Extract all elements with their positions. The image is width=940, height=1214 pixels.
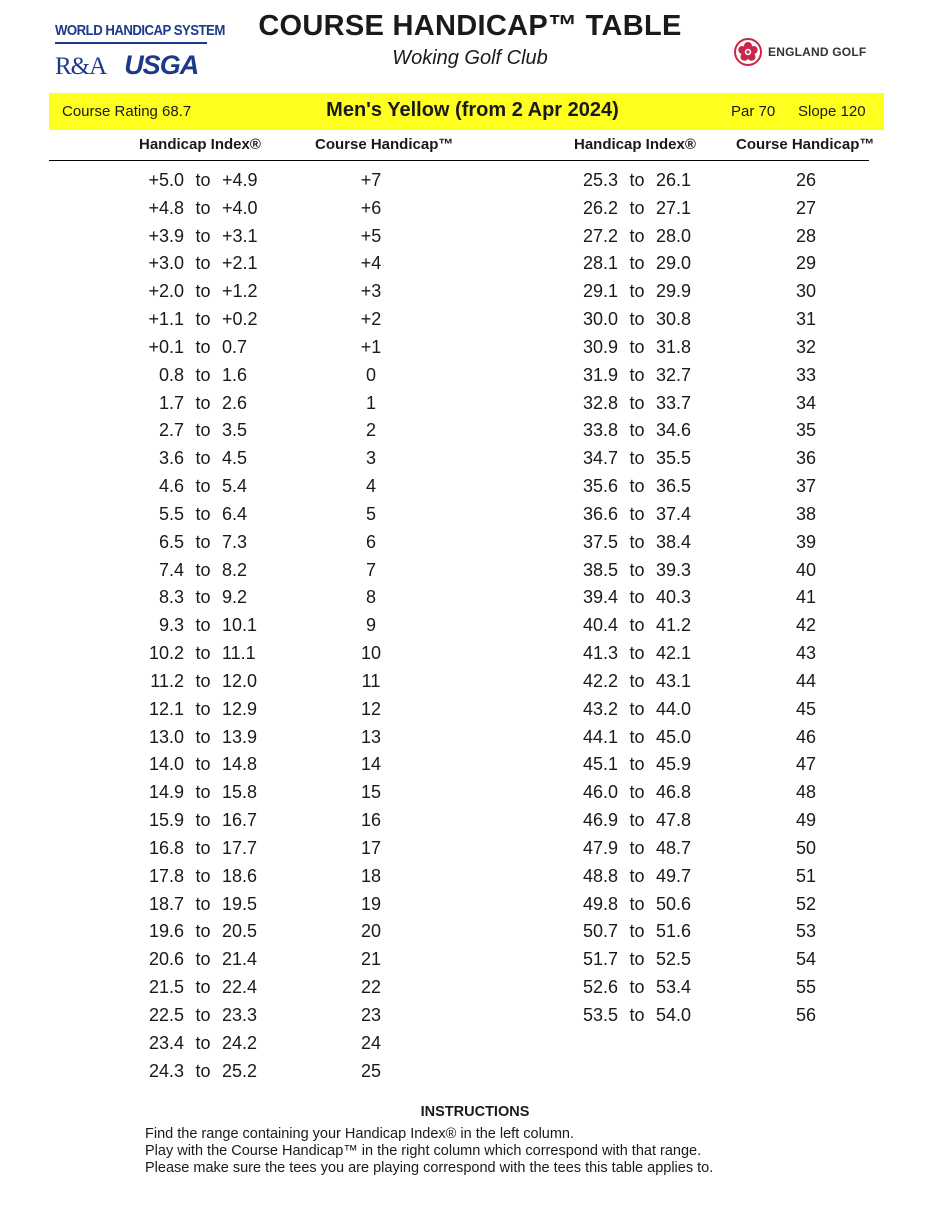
index-from: 3.6 (158, 448, 184, 469)
range-to-word: to (629, 197, 645, 218)
index-to: +0.2 (222, 309, 258, 330)
course-handicap-value: +5 (360, 225, 382, 246)
range-to-word: to (629, 754, 645, 775)
range-to-word: to (629, 698, 645, 719)
course-handicap-value: 35 (795, 420, 817, 441)
range-to-word: to (195, 281, 211, 302)
header-course-handicap-right: Course Handicap™ (736, 136, 875, 153)
index-to: 3.5 (222, 420, 248, 441)
index-from: 18.7 (148, 893, 184, 914)
index-from: 26.2 (582, 197, 618, 218)
range-to-word: to (629, 253, 645, 274)
course-handicap-value: +6 (360, 197, 382, 218)
index-from: 41.3 (582, 643, 618, 664)
range-to-word: to (629, 726, 645, 747)
range-to-word: to (629, 615, 645, 636)
index-to: 32.7 (656, 364, 692, 385)
index-from: 9.3 (158, 615, 184, 636)
index-to: +4.0 (222, 197, 258, 218)
course-handicap-value: 32 (795, 336, 817, 357)
index-from: +5.0 (148, 170, 184, 190)
index-to: 7.3 (222, 531, 248, 552)
range-to-word: to (195, 754, 211, 775)
index-to: 20.5 (222, 921, 258, 942)
range-to-word: to (195, 865, 211, 886)
england-golf-wordmark: ENGLAND GOLF (768, 45, 867, 59)
index-to: 27.1 (656, 197, 692, 218)
index-to: 52.5 (656, 949, 692, 970)
range-to-word: to (629, 336, 645, 357)
range-to-word: to (629, 837, 645, 858)
index-to: 44.0 (656, 698, 692, 719)
range-to-word: to (195, 726, 211, 747)
index-to: 11.1 (222, 643, 256, 664)
index-to: 26.1 (656, 170, 692, 190)
index-from: 35.6 (582, 476, 618, 497)
range-to-word: to (195, 420, 211, 441)
range-to-word: to (629, 670, 645, 691)
range-to-word: to (195, 197, 211, 218)
header-handicap-index-right: Handicap Index® (574, 136, 696, 153)
course-handicap-value: 8 (365, 587, 376, 608)
index-from: 13.0 (148, 726, 184, 747)
range-to-word: to (195, 559, 211, 580)
range-to-word: to (629, 782, 645, 803)
index-from: 2.7 (158, 420, 184, 441)
index-to: 28.0 (656, 225, 692, 246)
index-from: 7.4 (158, 559, 184, 580)
index-to: 14.8 (222, 754, 258, 775)
range-to-word: to (195, 309, 211, 330)
range-to-word: to (195, 643, 211, 664)
range-to-word: to (629, 309, 645, 330)
range-to-word: to (629, 559, 645, 580)
index-from: 46.0 (582, 782, 618, 803)
index-to: 49.7 (656, 865, 692, 886)
usga-logo: USGA (124, 50, 199, 80)
course-handicap-value: 42 (795, 615, 817, 636)
index-from: 29.1 (582, 281, 618, 302)
index-to: 43.1 (656, 670, 692, 691)
index-to: 38.4 (656, 531, 692, 552)
index-to: 18.6 (222, 865, 258, 886)
range-to-word: to (195, 476, 211, 497)
index-from: 25.3 (582, 170, 618, 190)
course-handicap-value: 4 (365, 476, 376, 497)
course-handicap-value: 50 (795, 837, 817, 858)
range-to-word: to (629, 448, 645, 469)
index-to: 37.4 (656, 503, 692, 524)
course-handicap-value: 19 (360, 893, 382, 914)
index-to: 12.9 (222, 698, 258, 719)
course-handicap-value: 30 (795, 281, 817, 302)
course-handicap-value: 38 (795, 503, 817, 524)
course-handicap-value: 55 (795, 977, 817, 998)
index-from: 17.8 (148, 865, 184, 886)
index-from: 49.8 (582, 893, 618, 914)
par-value: Par 70 (731, 103, 776, 120)
header-course-handicap-left: Course Handicap™ (315, 136, 454, 153)
range-to-word: to (629, 949, 645, 970)
index-from: 37.5 (582, 531, 618, 552)
index-from: 0.8 (158, 364, 184, 385)
index-to: 22.4 (222, 977, 258, 998)
range-to-word: to (629, 921, 645, 942)
range-to-word: to (195, 1032, 211, 1053)
index-from: 10.2 (148, 643, 184, 664)
index-from: 22.5 (148, 1004, 184, 1025)
index-to: 53.4 (656, 977, 692, 998)
index-from: 6.5 (158, 531, 184, 552)
course-handicap-value: 23 (360, 1004, 382, 1025)
course-handicap-value: +2 (360, 309, 382, 330)
index-to: 34.6 (656, 420, 692, 441)
course-handicap-value: 15 (360, 782, 382, 803)
index-from: +2.0 (148, 281, 184, 302)
index-to: 42.1 (656, 643, 692, 664)
range-to-word: to (195, 1004, 211, 1025)
index-from: 45.1 (582, 754, 618, 775)
course-handicap-value: 31 (795, 309, 817, 330)
range-to-word: to (629, 587, 645, 608)
range-to-word: to (629, 531, 645, 552)
index-from: 4.6 (158, 476, 184, 497)
range-to-word: to (629, 476, 645, 497)
index-from: 46.9 (582, 810, 618, 831)
course-handicap-value: 24 (360, 1032, 382, 1053)
tee-name: Men's Yellow (from 2 Apr 2024) (326, 99, 619, 121)
range-to-word: to (195, 1060, 211, 1081)
course-handicap-value: 20 (360, 921, 382, 942)
index-from: 30.0 (582, 309, 618, 330)
index-from: 16.8 (148, 837, 184, 858)
course-handicap-value: 11 (361, 670, 381, 691)
course-handicap-value: 36 (795, 448, 817, 469)
range-to-word: to (195, 921, 211, 942)
index-to: 45.9 (656, 754, 692, 775)
range-to-word: to (195, 977, 211, 998)
index-from: 20.6 (148, 949, 184, 970)
course-handicap-value: 22 (360, 977, 382, 998)
course-handicap-value: 7 (365, 559, 376, 580)
range-to-word: to (195, 364, 211, 385)
index-to: 31.8 (656, 336, 692, 357)
index-to: 30.8 (656, 309, 692, 330)
index-to: 47.8 (656, 810, 692, 831)
index-from: 40.4 (582, 615, 618, 636)
index-to: 1.6 (222, 364, 248, 385)
index-from: 52.6 (582, 977, 618, 998)
index-from: 24.3 (148, 1060, 184, 1081)
index-from: 50.7 (582, 921, 618, 942)
course-handicap-value: 21 (360, 949, 382, 970)
course-handicap-value: 16 (360, 810, 382, 831)
club-name: Woking Golf Club (392, 47, 548, 69)
index-from: 31.9 (582, 364, 618, 385)
index-from: 53.5 (582, 1004, 618, 1025)
index-to: 16.7 (222, 810, 258, 831)
instruction-line: Play with the Course Handicap™ in the right column which correspond with that range. (145, 1143, 702, 1159)
index-to: 40.3 (656, 587, 692, 608)
index-to: 9.2 (222, 587, 248, 608)
course-handicap-value: 6 (365, 531, 376, 552)
course-handicap-value: 29 (795, 253, 817, 274)
index-to: 51.6 (656, 921, 692, 942)
instructions-section (145, 1104, 805, 1177)
header-handicap-index-left: Handicap Index® (139, 136, 261, 153)
range-to-word: to (195, 170, 211, 190)
course-handicap-value: 45 (795, 698, 817, 719)
course-handicap-value: 40 (795, 559, 817, 580)
range-to-word: to (195, 949, 211, 970)
index-to: +4.9 (222, 170, 258, 190)
index-to: 23.3 (222, 1004, 258, 1025)
instructions-heading: INSTRUCTIONS (420, 1104, 530, 1120)
index-from: 1.7 (158, 392, 184, 413)
course-handicap-value: 3 (365, 448, 376, 469)
course-handicap-value: 34 (795, 392, 817, 413)
index-from: 38.5 (582, 559, 618, 580)
index-to: 15.8 (222, 782, 258, 803)
world-handicap-system-wordmark: WORLD HANDICAP SYSTEM (55, 22, 225, 39)
range-to-word: to (629, 225, 645, 246)
range-to-word: to (629, 810, 645, 831)
index-to: 2.6 (222, 392, 248, 413)
course-handicap-value: +7 (360, 170, 382, 190)
tee-info-bar (49, 93, 884, 130)
course-handicap-value: 26 (795, 170, 817, 190)
course-handicap-value: 9 (365, 615, 376, 636)
index-to: 8.2 (222, 559, 248, 580)
index-from: 15.9 (148, 810, 184, 831)
england-golf-logo (734, 38, 866, 66)
index-from: 8.3 (158, 587, 184, 608)
index-from: +3.0 (148, 253, 184, 274)
range-to-word: to (629, 364, 645, 385)
range-to-word: to (195, 448, 211, 469)
range-to-word: to (195, 336, 211, 357)
range-to-word: to (195, 392, 211, 413)
course-handicap-value: +4 (360, 253, 382, 274)
index-from: 11.2 (150, 670, 184, 691)
index-to: 24.2 (222, 1032, 258, 1053)
course-handicap-value: 48 (795, 782, 817, 803)
course-handicap-value: 17 (360, 837, 382, 858)
course-handicap-value: 13 (360, 726, 382, 747)
range-to-word: to (195, 225, 211, 246)
course-handicap-value: 18 (360, 865, 382, 886)
index-from: 14.0 (148, 754, 184, 775)
index-to: 5.4 (222, 476, 248, 497)
course-handicap-value: 56 (795, 1004, 817, 1025)
index-from: 19.6 (148, 921, 184, 942)
index-to: 36.5 (656, 476, 692, 497)
index-to: 54.0 (656, 1004, 692, 1025)
index-to: +2.1 (222, 253, 258, 274)
range-to-word: to (195, 698, 211, 719)
course-handicap-value: 53 (795, 921, 817, 942)
range-to-word: to (629, 1004, 645, 1025)
index-from: 27.2 (582, 225, 618, 246)
range-to-word: to (195, 837, 211, 858)
range-to-word: to (629, 420, 645, 441)
index-from: 36.6 (582, 503, 618, 524)
range-to-word: to (629, 281, 645, 302)
course-handicap-value: +3 (360, 281, 382, 302)
course-handicap-value: 0 (365, 364, 376, 385)
instruction-line: Please make sure the tees you are playing correspond with the tees this table applies to. (145, 1160, 714, 1176)
course-handicap-value: 33 (795, 364, 817, 385)
index-to: 4.5 (222, 448, 248, 469)
range-to-word: to (195, 503, 211, 524)
index-from: 28.1 (582, 253, 618, 274)
course-handicap-value: +1 (360, 336, 382, 357)
index-from: 34.7 (582, 448, 618, 469)
index-to: 48.7 (656, 837, 692, 858)
course-handicap-value: 44 (795, 670, 817, 691)
index-from: +4.8 (148, 197, 184, 218)
range-to-word: to (629, 392, 645, 413)
course-handicap-value: 5 (365, 503, 376, 524)
index-to: 35.5 (656, 448, 692, 469)
index-to: 13.9 (222, 726, 258, 747)
index-to: 0.7 (222, 336, 248, 357)
index-from: 33.8 (582, 420, 618, 441)
index-from: 30.9 (582, 336, 618, 357)
instruction-line: Find the range containing your Handicap Index® in the left column. (145, 1126, 575, 1142)
header-divider (49, 160, 869, 161)
index-from: 51.7 (582, 949, 618, 970)
index-to: +3.1 (222, 225, 258, 246)
index-from: 32.8 (582, 392, 618, 413)
range-to-word: to (195, 587, 211, 608)
index-to: 17.7 (222, 837, 258, 858)
course-handicap-value: 41 (795, 587, 817, 608)
index-from: 48.8 (582, 865, 618, 886)
index-to: 33.7 (656, 392, 692, 413)
range-to-word: to (629, 893, 645, 914)
range-to-word: to (195, 615, 211, 636)
course-handicap-value: 10 (360, 643, 382, 664)
range-to-word: to (629, 643, 645, 664)
index-to: 25.2 (222, 1060, 258, 1081)
index-from: +0.1 (148, 336, 184, 357)
range-to-word: to (629, 170, 645, 190)
range-to-word: to (195, 782, 211, 803)
index-from: 21.5 (148, 977, 184, 998)
index-from: 43.2 (582, 698, 618, 719)
index-from: 23.4 (148, 1032, 184, 1053)
range-to-word: to (195, 810, 211, 831)
index-from: 5.5 (158, 503, 184, 524)
course-handicap-value: 2 (365, 420, 376, 441)
range-to-word: to (629, 865, 645, 886)
range-to-word: to (629, 977, 645, 998)
course-handicap-value: 14 (360, 754, 382, 775)
course-handicap-value: 12 (360, 698, 382, 719)
index-to: 41.2 (656, 615, 692, 636)
index-from: 14.9 (148, 782, 184, 803)
index-to: 19.5 (222, 893, 258, 914)
course-handicap-value: 39 (795, 531, 817, 552)
course-handicap-value: 43 (795, 643, 817, 664)
index-from: 44.1 (582, 726, 618, 747)
range-to-word: to (195, 893, 211, 914)
course-handicap-value: 49 (795, 810, 817, 831)
course-handicap-value: 27 (795, 197, 817, 218)
slope-value: Slope 120 (798, 103, 866, 120)
range-to-word: to (629, 503, 645, 524)
index-from: +3.9 (148, 225, 184, 246)
index-to: +1.2 (222, 281, 258, 302)
range-to-word: to (195, 531, 211, 552)
page-title: COURSE HANDICAP™ TABLE (258, 10, 682, 42)
index-to: 6.4 (222, 503, 248, 524)
course-rating: Course Rating 68.7 (62, 103, 192, 120)
index-to: 12.0 (222, 670, 258, 691)
index-to: 50.6 (656, 893, 692, 914)
course-handicap-value: 47 (795, 754, 817, 775)
index-from: 39.4 (582, 587, 618, 608)
course-handicap-value: 51 (795, 865, 817, 886)
index-to: 39.3 (656, 559, 692, 580)
course-handicap-value: 1 (365, 392, 376, 413)
range-to-word: to (195, 670, 211, 691)
index-from: 47.9 (582, 837, 618, 858)
index-to: 29.9 (656, 281, 692, 302)
index-from: 12.1 (148, 698, 184, 719)
course-handicap-value: 28 (795, 225, 817, 246)
course-handicap-value: 37 (795, 476, 817, 497)
index-to: 46.8 (656, 782, 692, 803)
course-handicap-value: 25 (360, 1060, 382, 1081)
index-from: +1.1 (148, 309, 184, 330)
course-handicap-value: 46 (795, 726, 817, 747)
index-to: 45.0 (656, 726, 692, 747)
index-from: 42.2 (582, 670, 618, 691)
ra-logo: R&A (55, 53, 107, 80)
range-to-word: to (195, 253, 211, 274)
index-to: 10.1 (222, 615, 258, 636)
course-handicap-value: 52 (795, 893, 817, 914)
index-to: 29.0 (656, 253, 692, 274)
course-handicap-value: 54 (795, 949, 817, 970)
index-to: 21.4 (222, 949, 258, 970)
rose-icon (734, 38, 762, 66)
